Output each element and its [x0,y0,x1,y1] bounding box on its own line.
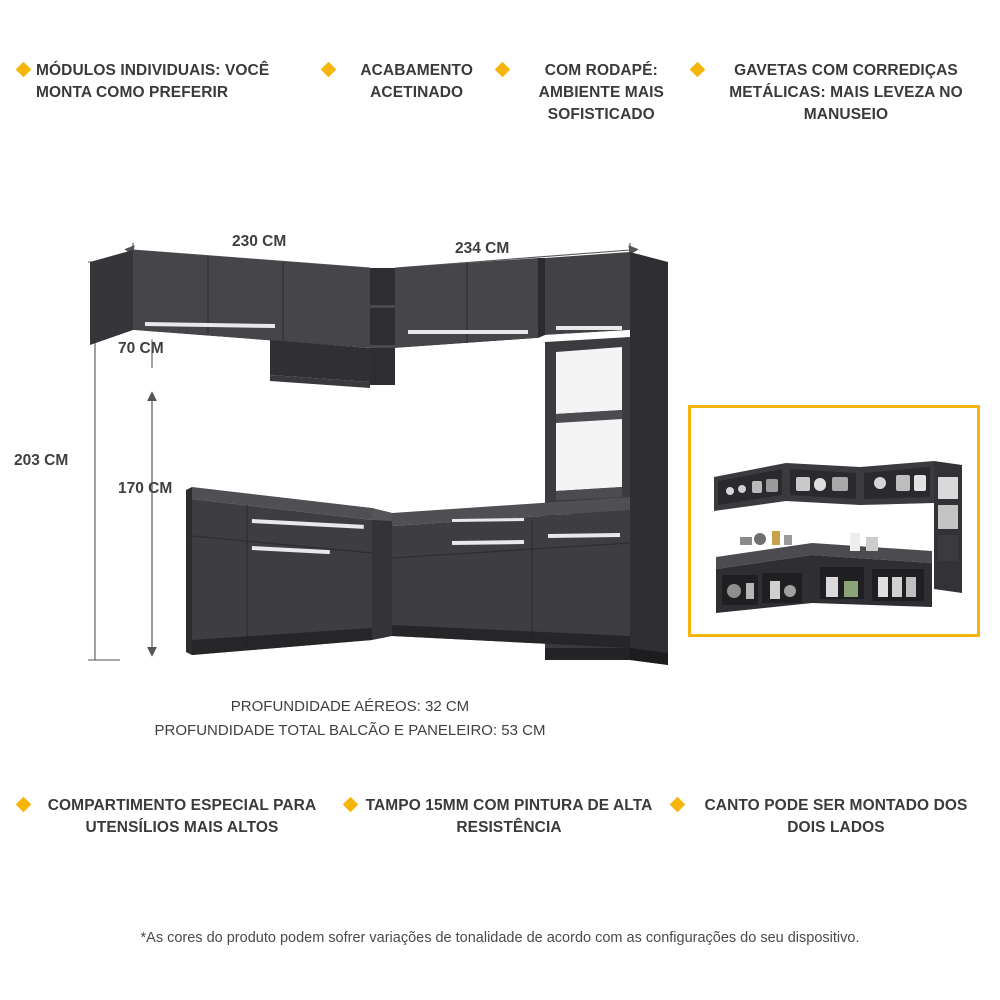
product-photo-inset [688,405,980,637]
diamond-bullet-icon [16,797,32,813]
feature-label: COM RODAPÉ: AMBIENTE MAIS SOFISTICADO [538,62,664,123]
upper-left-cabinet [90,250,370,356]
feature-label: CANTO PODE SER MONTADO DOS DOIS LADOS [704,797,968,836]
dimension-lower-height: 170 CM [118,480,173,497]
counter-right-run [392,497,630,648]
product-photo [700,417,968,625]
dimension-total-height: 203 CM [14,452,69,469]
feature-label: COMPARTIMENTO ESPECIAL PARA UTENSÍLIOS MAIS ALTOS [47,797,317,836]
feature-item [18,795,328,839]
upper-right-cabinet [395,258,538,356]
features-bottom-row [0,795,1000,839]
depth-note: PROFUNDIDADE TOTAL BALCÃO E PANELEIRO: 53 CM [154,722,546,739]
dimension-upper-height: 70 CM [118,340,164,357]
counter-corner-unit [372,508,392,640]
depth-note: PROFUNDIDADE AÉREOS: 32 CM [230,698,470,715]
upper-corner-cabinet [370,268,395,385]
color-disclaimer: *As cores do produto podem sofrer variações de tonalidade de acordo com as configurações do seu dispositivo. [140,930,860,946]
feature-label: GAVETAS COM CORREDIÇAS METÁLICAS: MAIS LEVEZA NO MANUSEIO [729,62,963,123]
depth-notes [0,695,700,743]
feature-item [672,795,982,839]
upper-right-shelf-unit [538,252,630,342]
feature-label: ACABAMENTO ACETINADO [360,62,473,101]
dimension-width-left: 230 CM [232,233,287,250]
diamond-bullet-icon [670,797,686,813]
diamond-bullet-icon [343,797,359,813]
dimension-width-right: 234 CM [455,240,510,257]
feature-label: MÓDULOS INDIVIDUAIS: VOCÊ MONTA COMO PREFERIR [36,62,270,101]
feature-label: TAMPO 15MM COM PINTURA DE ALTA RESISTÊNCIA [365,797,653,836]
feature-item [345,795,655,839]
counter-left-run [186,487,372,655]
product-photo-illustration [700,417,968,625]
upper-left-open-shelf [270,340,370,388]
